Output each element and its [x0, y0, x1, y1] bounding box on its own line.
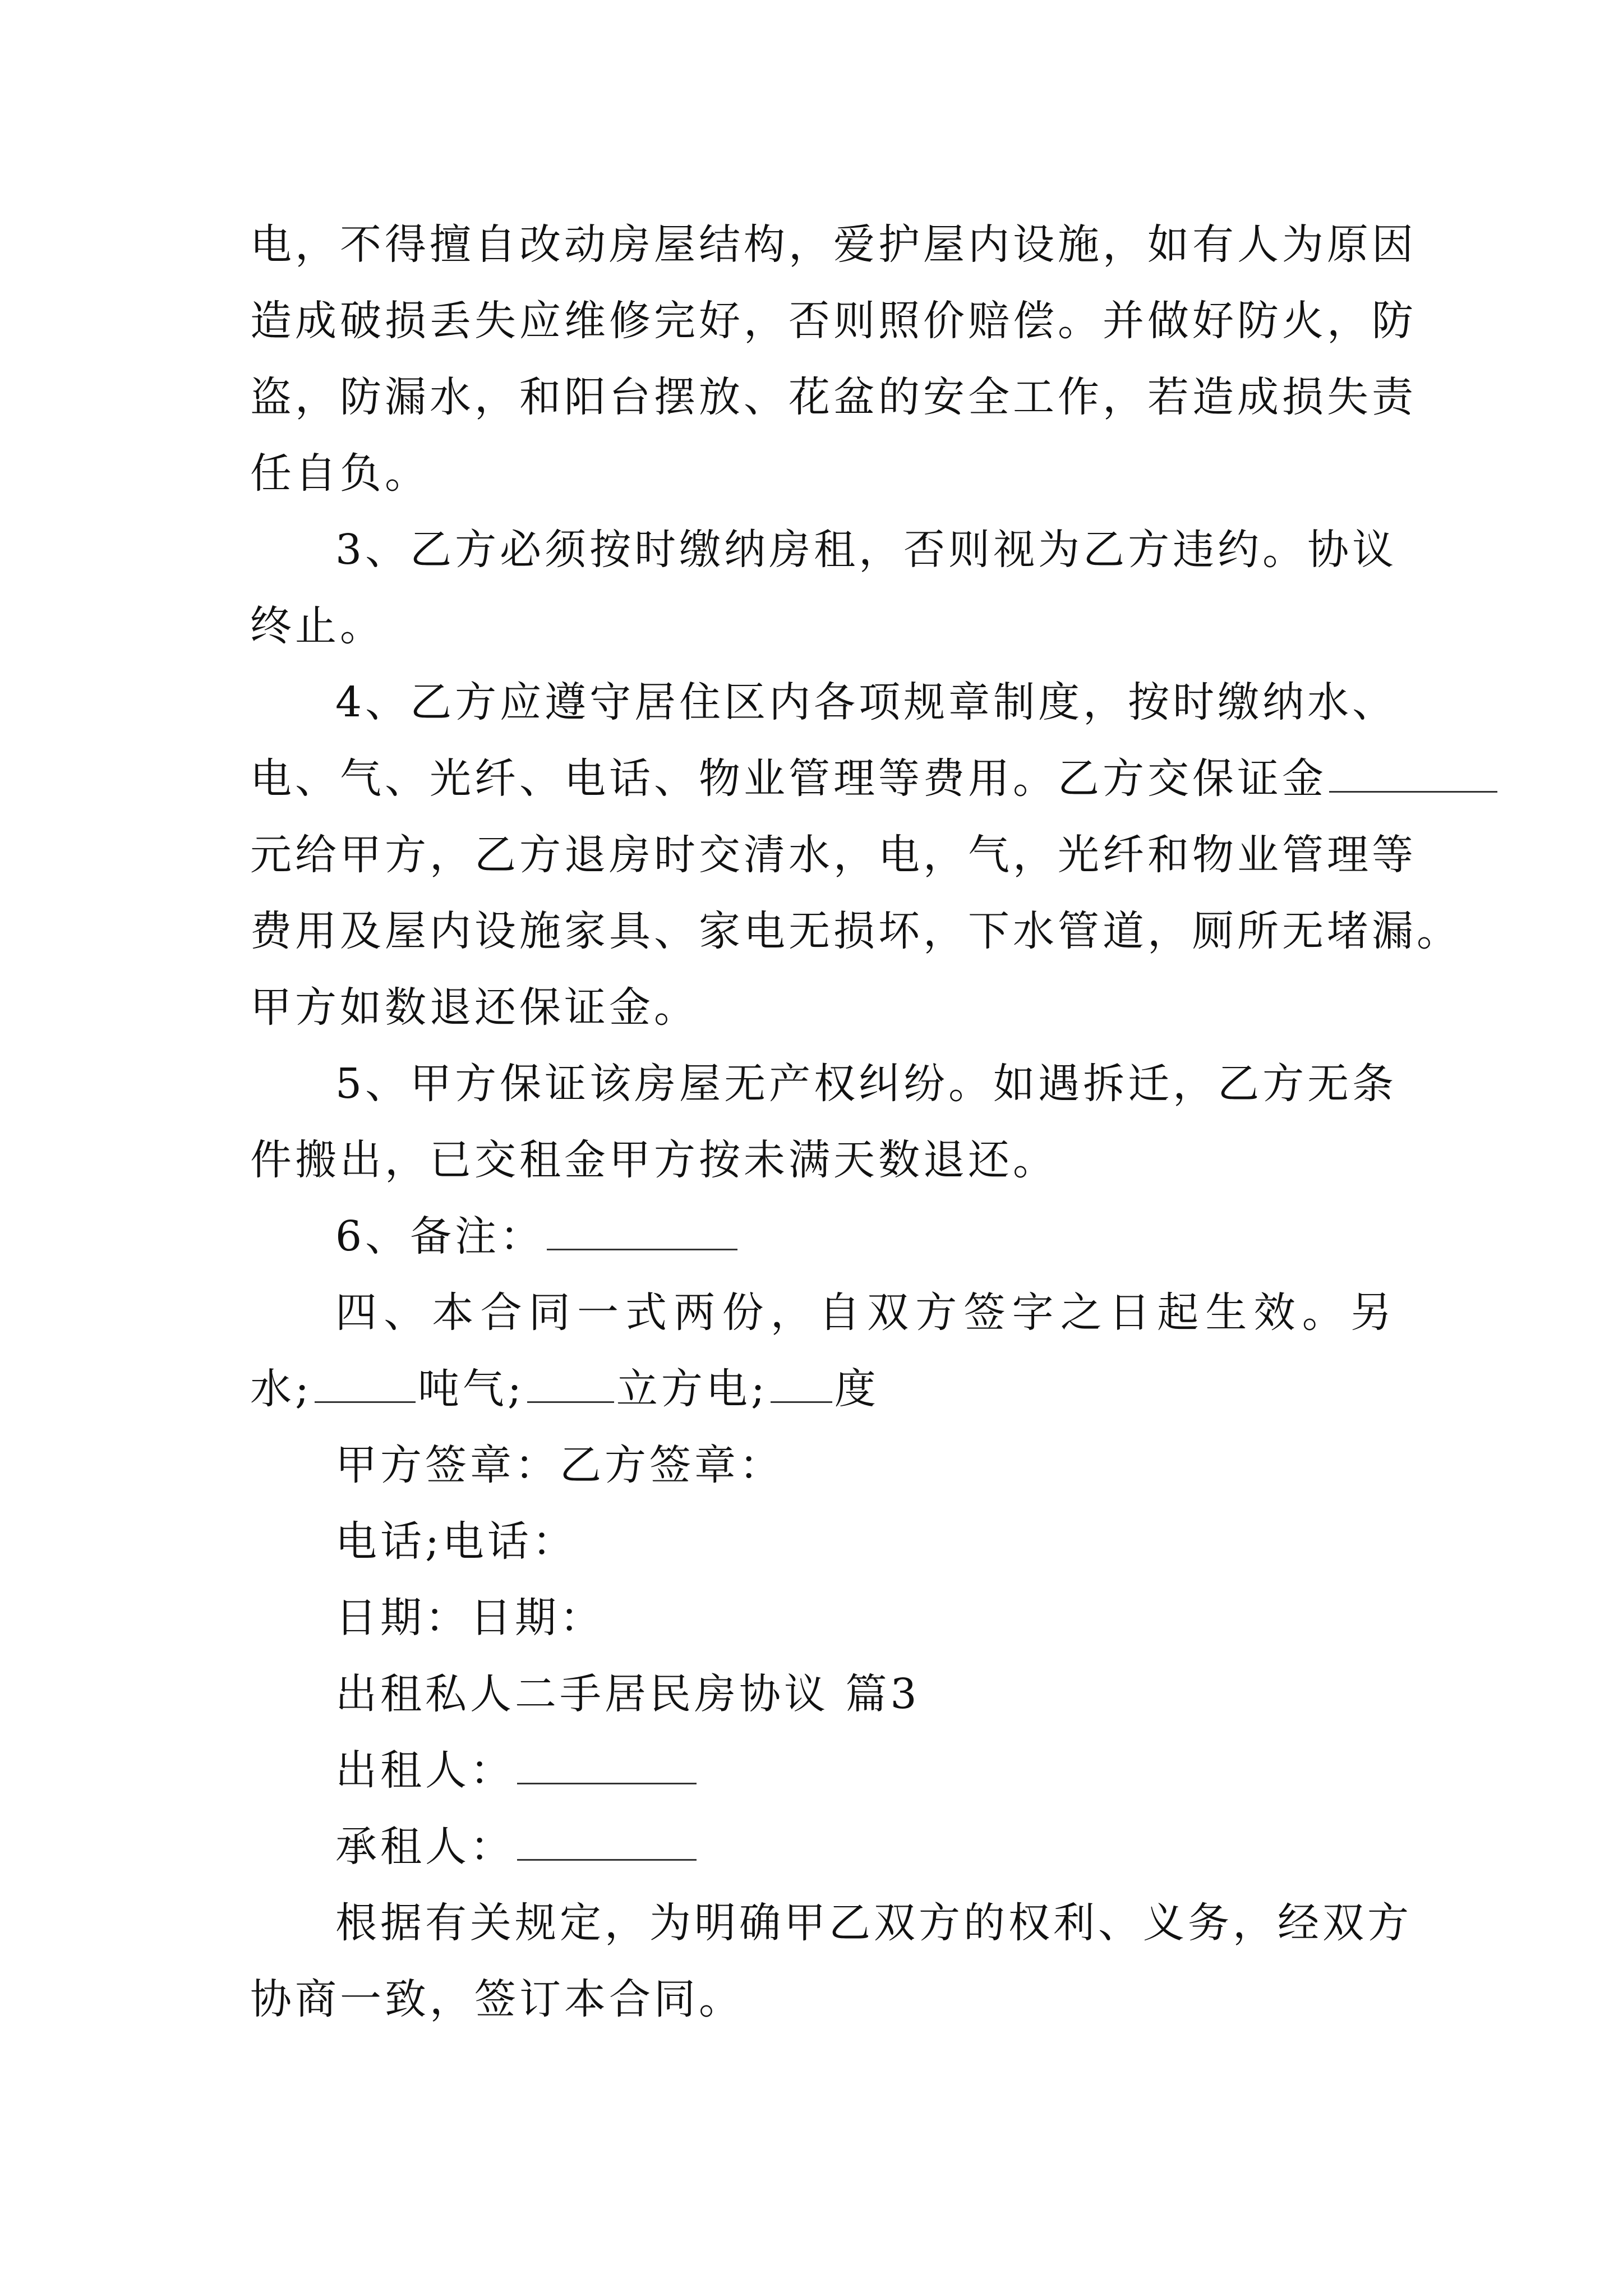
clause-4-text: 电、气、光纤、电话、物业管理等费用。乙方交保证金: [250, 754, 1327, 803]
paragraph-line: 电，不得擅自改动房屋结构，爱护屋内设施，如有人为原因: [250, 220, 1417, 269]
water-label: 水;: [250, 1365, 312, 1413]
electric-blank: [771, 1368, 832, 1403]
date-line: 日期：日期：: [335, 1594, 605, 1642]
clause-5-line: 件搬出，已交租金甲方按未满天数退还。: [250, 1136, 1058, 1184]
lessee-line: [335, 1809, 1395, 1885]
preamble-line: 协商一致，签订本合同。: [250, 1975, 744, 2023]
deposit-blank: [1329, 757, 1497, 793]
preamble-line: 根据有关规定，为明确甲乙双方的权利、义务，经双方: [335, 1899, 1412, 1947]
clause-4-line: 费用及屋内设施家具、家电无损坏，下水管道，厕所无堵漏。: [250, 907, 1461, 955]
phone-line: 电话;电话：: [335, 1517, 577, 1566]
signature-line: 甲方签章：乙方签章：: [335, 1441, 784, 1489]
gas-blank: [527, 1368, 614, 1403]
remarks-label: 6、备注：: [335, 1212, 545, 1260]
paragraph-line: 任自负。: [250, 449, 430, 498]
clause-3-line: 3、乙方必须按时缴纳房租，否则视为乙方违约。协议: [335, 526, 1398, 574]
lessor-line: [335, 1732, 1395, 1809]
remarks-line: [335, 1198, 1395, 1274]
clause-3-line: 终止。: [250, 602, 385, 650]
section-heading: 出租私人二手居民房协议 篇3: [335, 1670, 920, 1718]
water-blank: [315, 1368, 416, 1403]
lessor-blank: [517, 1749, 697, 1784]
clause-4-line: [250, 740, 1394, 817]
unit-label: 度: [834, 1365, 879, 1413]
clause-4-line: 4、乙方应遵守居住区内各项规章制度，按时缴纳水、: [335, 678, 1398, 726]
electric-label: 立方电;: [616, 1365, 768, 1413]
remarks-blank: [547, 1215, 737, 1250]
paragraph-line: 造成破损丢失应维修完好，否则照价赔偿。并做好防火，防: [250, 297, 1417, 345]
utility-readings-line: [250, 1351, 1394, 1427]
lessee-blank: [517, 1825, 697, 1861]
paragraph-line: 盗，防漏水，和阳台摆放、花盆的安全工作，若造成损失责: [250, 373, 1417, 421]
clause-5-line: 5、甲方保证该房屋无产权纠纷。如遇拆迁，乙方无条: [335, 1060, 1398, 1108]
lessor-label: 出租人：: [335, 1746, 515, 1795]
clause-4-line: 元给甲方，乙方退房时交清水，电，气，光纤和物业管理等: [250, 831, 1417, 879]
section-4-line: 四、本合同一式两份，自双方签字之日起生效。另: [335, 1289, 1395, 1337]
gas-label: 吨气;: [417, 1365, 525, 1413]
lessee-label: 承租人：: [335, 1823, 515, 1871]
clause-4-line: 甲方如数退还保证金。: [250, 983, 699, 1032]
